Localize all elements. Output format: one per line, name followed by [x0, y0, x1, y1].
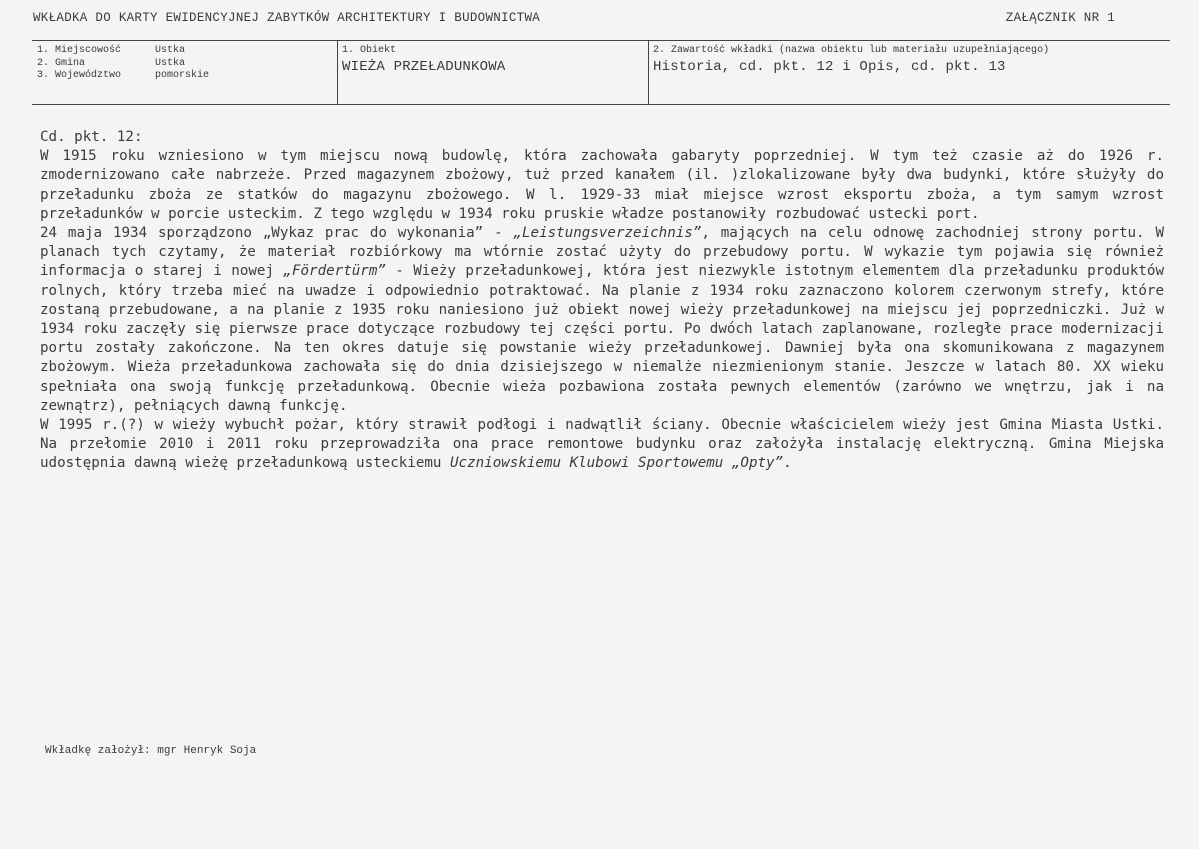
insert-contents-box [653, 45, 1049, 76]
club-name: Uczniowskiemu Klubowi Sportowemu „Opty” [450, 455, 784, 472]
location-row-voivodeship: 3. Województwo pomorskie [37, 70, 210, 81]
location-box [37, 45, 209, 83]
annex-number: ZAŁĄCZNIK NR 1 [1005, 11, 1115, 25]
paragraph-1: W 1915 roku wzniesiono w tym miejscu nową budowlę, która zachowała gabaryty poprzedniej. W tym też czasie aż do 1926 r. zmodernizowano całe nabrzeże. Przed magazynem zbożowy, tuż przed kanałem (il. )zlokalizowane były dwa budynki, które służyły do przeładunku zboża ze statków do magazynu zbożowego. W l. 1929-33 miał miejsce wzrost eksportu zboża, a tym samym wzrost przeładunków w porcie usteckim. Z tego względu w 1934 roku pruskie władze postanowiły rozbudować ustecki port. [40, 148, 1164, 222]
paragraph-2: 24 maja 1934 sporządzono „Wykaz prac do wykonania” - „Leistungsverzeichnis”, mających na celu odnowę zachodniej strony portu. W planach tych czytamy, że materiał rozbiórkowy ma wtórnie zostać użyty do przebudowy portu. W wykazie tym pojawia się również informacja o starej i nowej „Fördertürm” - Wieży przeładunkowej, która jest niezwykle istotnym elementem dla przeładunku produktów rolnych, który trzeba mieć na uwadze i odpowiednio potraktować. Na planie z 1934 roku zaznaczono kolorem czerwonym strefy, które zostaną przebudowane, a na planie z 1935 roku naniesiono już obiekt nowej wieży przeładunkowej na miejscu jej poprzedniczki. Już w 1934 roku zaczęły się pierwsze prace dotyczące rozbudowy tej części portu. Po dwóch latach zaplanowane, rozległe prace modernizacji portu zostały zakończone. Na ten okres datuje się powstanie wieży przeładunkowej. Dawniej była ona skomunikowana z magazynem zbożowym. Wieża przeładunkowa zachowała się do dnia dzisiejszego w niemalże niezmienionym stanie. Jeszcze w latach 80. XX wieku spełniała ona swoją funkcję przeładunkową. Obecnie wieża pozbawiona została pewnych elementów (zarówno we wnętrzu, jak i na zewnątrz), pełniących dawną funkcję. [40, 225, 1165, 414]
insert-contents-value: Historia, cd. pkt. 12 i Opis, cd. pkt. 13 [653, 59, 1006, 75]
paragraph-3: W 1995 r.(?) w wieży wybuchł pożar, który strawił podłogi i nadwątlił ściany. Obecnie właścicielem wieży jest Gmina Miasta Ustki. Na przełomie 2010 i 2011 roku przeprowadziła ona prace remontowe budynku oraz założyła instalację elektryczną. Gmina Miejska udostępnia dawną wieżę przeładunkową usteckiemu Uczniowskiemu Klubowi Sportowemu „Opty”. [40, 417, 1164, 472]
document-title: WKŁADKA DO KARTY EWIDENCYJNEJ ZABYTKÓW ARCHITEKTURY I BUDOWNICTWA [33, 11, 541, 25]
german-term-fordertuerm: „Fördertürm” [283, 263, 386, 280]
header-rule-top [32, 40, 1170, 41]
location-row-commune: 2. Gmina Ustka [37, 57, 186, 69]
object-box [342, 45, 505, 76]
section-heading: Cd. pkt. 12: [40, 129, 143, 145]
column-divider-2 [648, 41, 649, 104]
author-note: Wkładkę założył: mgr Henryk Soja [45, 745, 257, 757]
header-rule-bottom [32, 104, 1170, 105]
location-row-town: 1. Miejscowość Ustka [37, 45, 186, 56]
object-name: WIEŻA PRZEŁADUNKOWA [342, 59, 506, 75]
german-term-leistungsverzeichnis: „Leistungsverzeichnis” [513, 225, 702, 242]
insert-contents-label: 2. Zawartość wkładki (nazwa obiektu lub materiału uzupełniającego) [653, 45, 1050, 56]
body-text [40, 128, 1164, 474]
object-label: 1. Obiekt [342, 45, 397, 56]
column-divider-1 [337, 41, 338, 104]
